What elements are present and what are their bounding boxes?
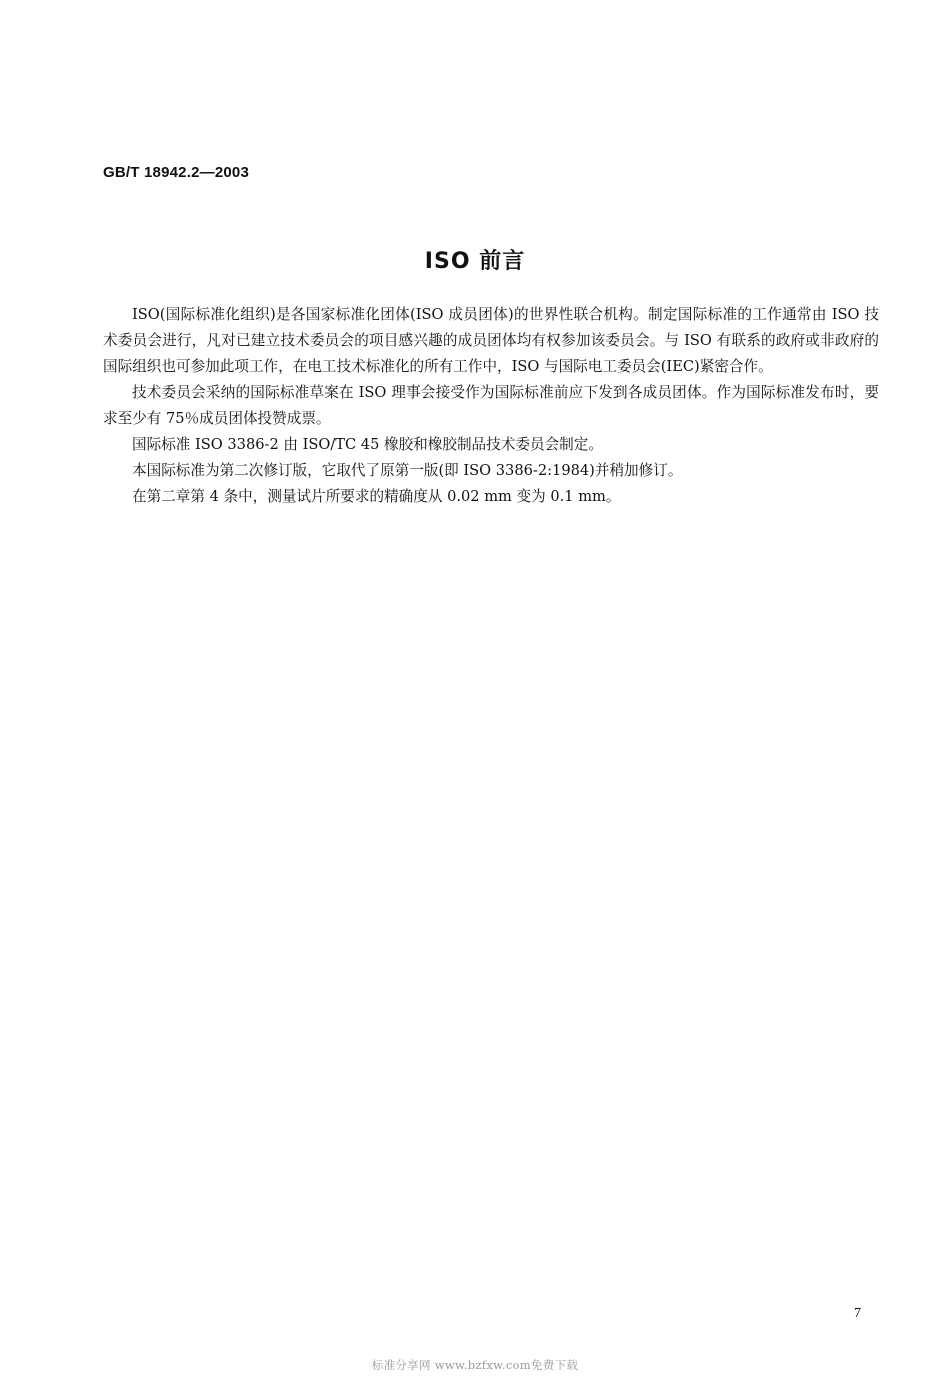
paragraph-committee: 国际标准 ISO 3386-2 由 ISO/TC 45 橡胶和橡胶制品技术委员会制定。	[132, 436, 603, 453]
page-number: 7	[854, 1306, 861, 1321]
footer-watermark: 标准分享网 www.bzfxw.com免费下载	[371, 1358, 579, 1372]
paragraph-revision: 本国际标准为第二次修订版，它取代了原第一版(即 ISO 3386-2:1984)并稍加修订。	[132, 462, 683, 479]
paragraph-draft-approval: 技术委员会采纳的国际标准草案在 ISO 理事会接受作为国际标准前应下发到各成员团体。作为国际标准发布时，要求至少有 75％成员团体投赞成票。	[103, 384, 879, 427]
paragraph-iso-organization: ISO(国际标准化组织)是各国家标准化团体(ISO 成员团体)的世界性联合机构。制定国际标准的工作通常由 ISO 技术委员会进行，凡对已建立技术委员会的项目感兴趣的成员团体均有权参加该委员会。与 ISO 有联系的政府或非政府的国际组织也可参加此项工作，在电工技术标准化的所有工作中，ISO 与国际电工委员会(IEC)紧密合作。	[103, 306, 879, 375]
paragraph-precision-change: 在第二章第 4 条中，测量试片所要求的精确度从 0.02 mm 变为 0.1 mm。	[132, 488, 621, 505]
page-title: ISO 前言	[424, 249, 526, 274]
standard-code: GB/T 18942.2—2003	[103, 164, 249, 181]
foreword-body	[103, 302, 879, 510]
